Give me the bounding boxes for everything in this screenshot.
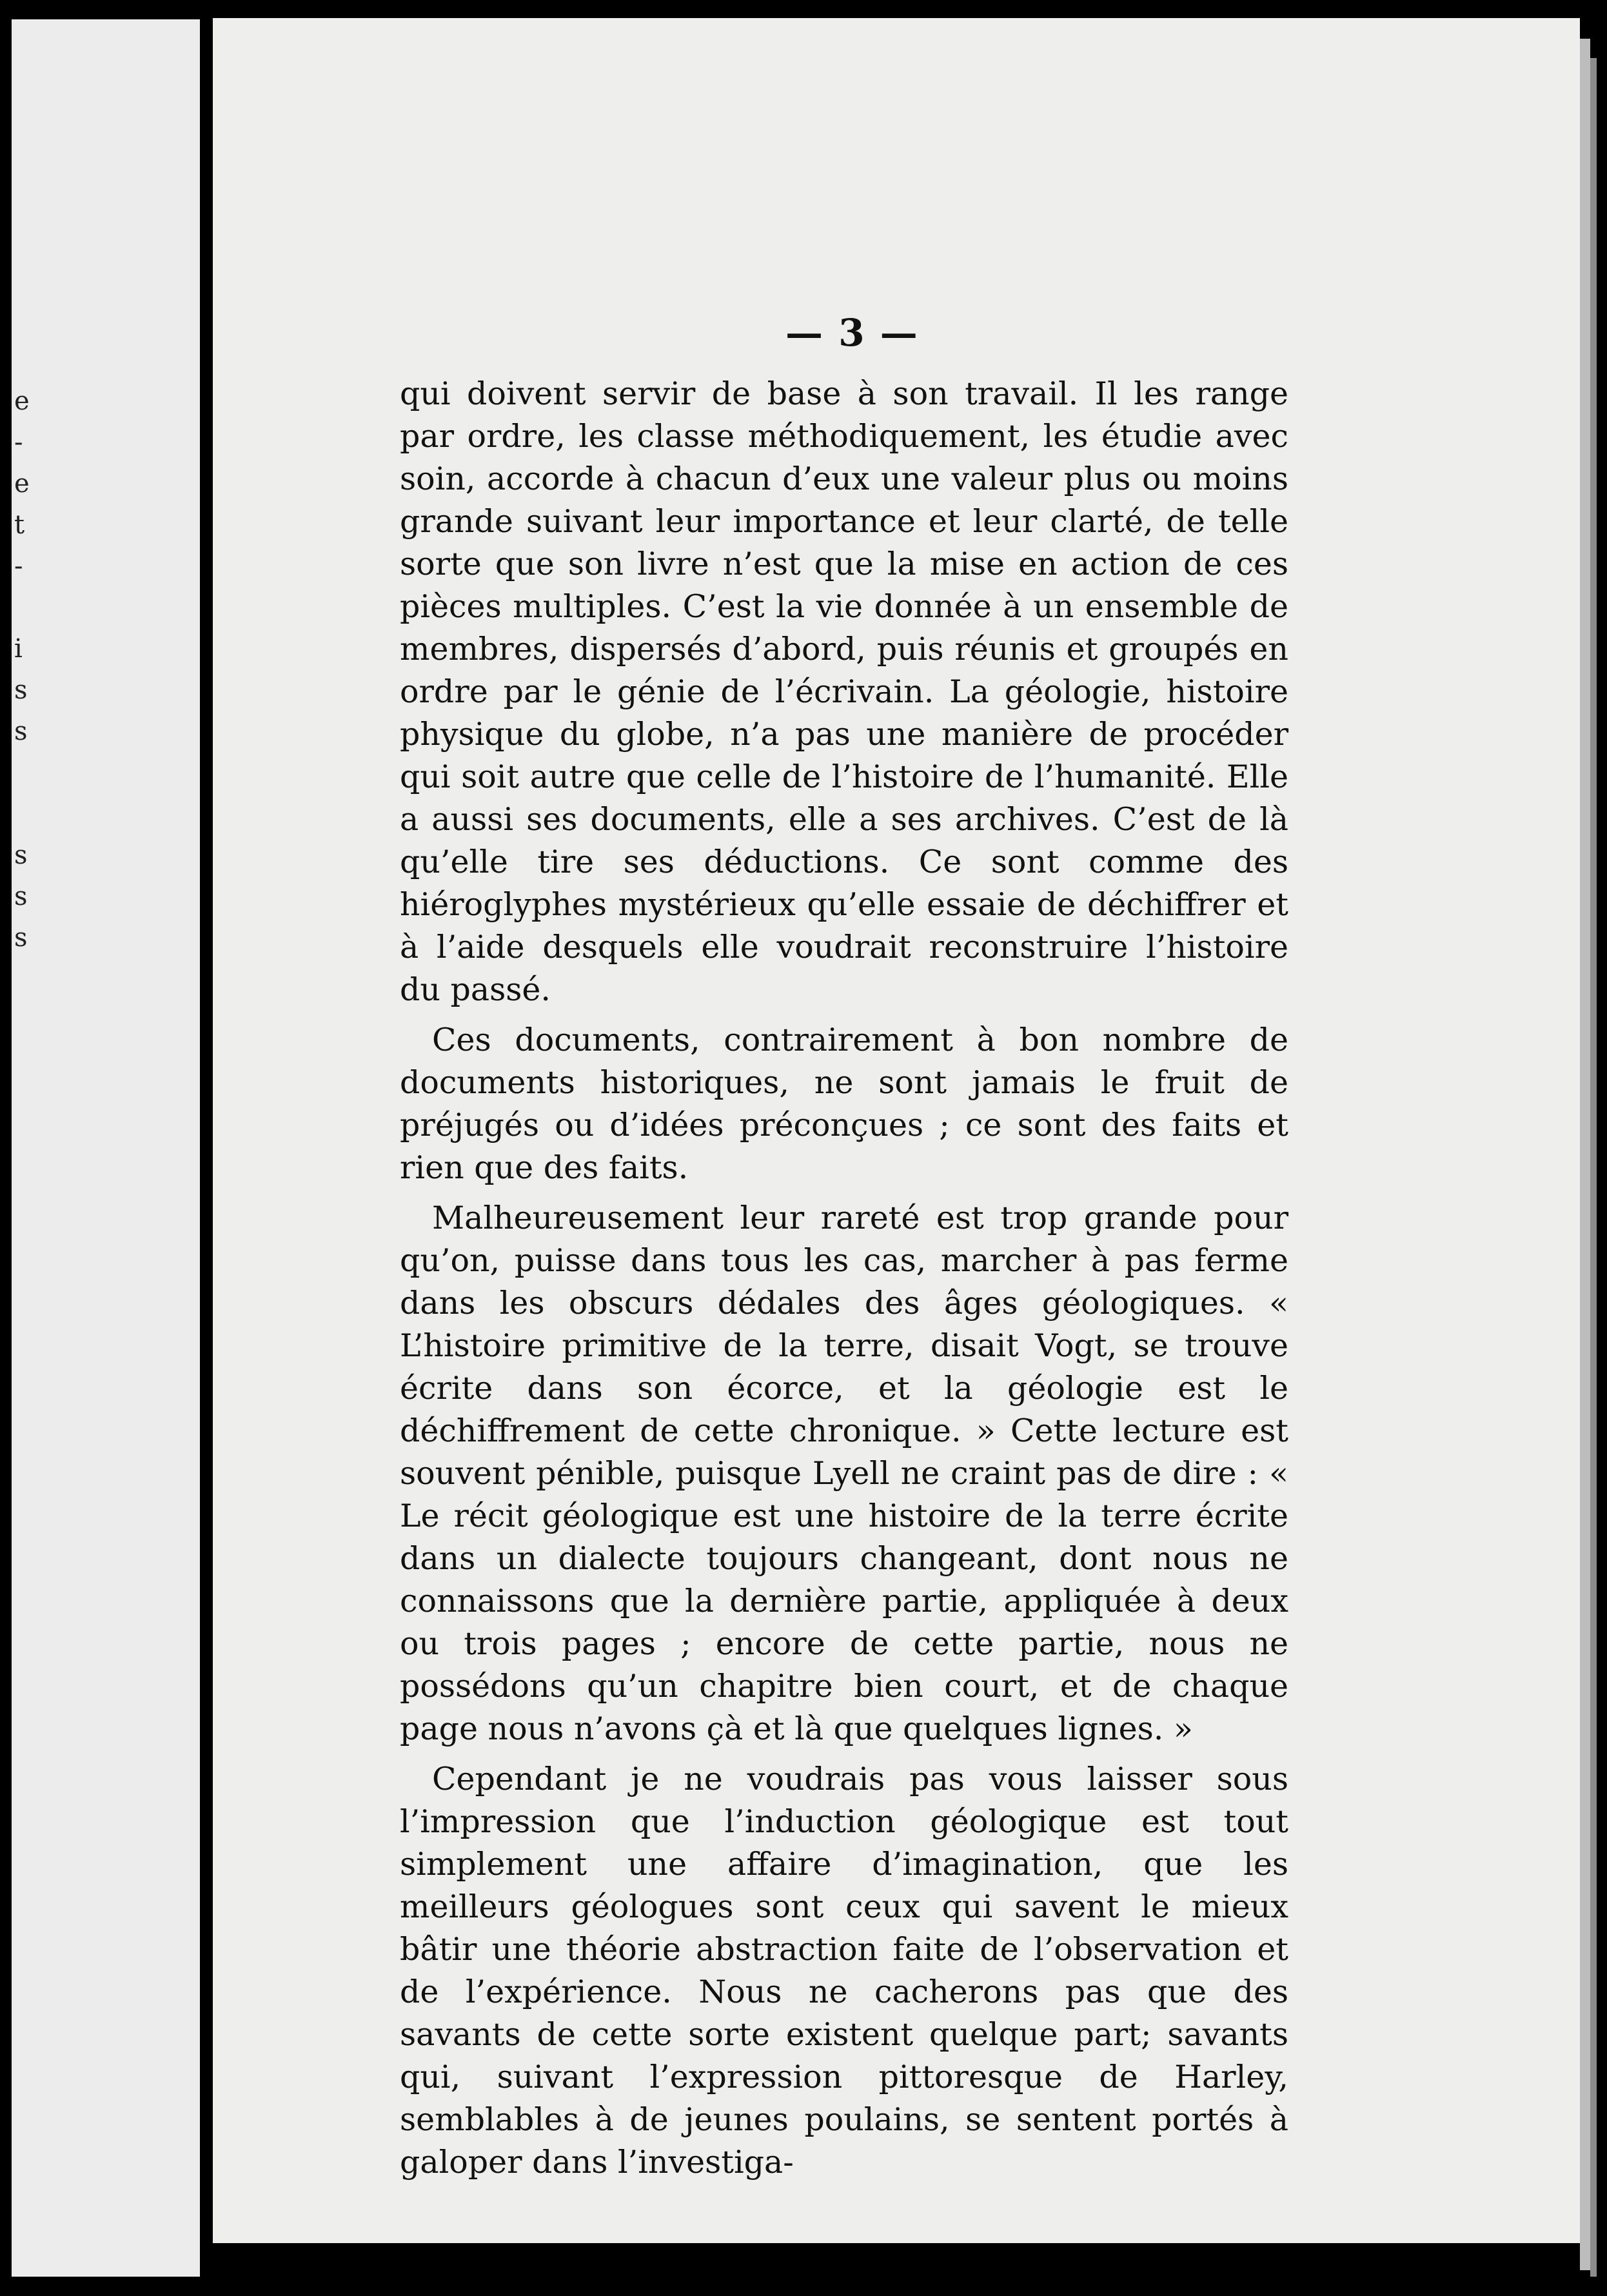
adjacent-page-edge-text: e - e t - i s s s s s	[14, 386, 30, 953]
paragraph-4: Cependant je ne voudrais pas vous laisser sous l’impression que l’induction géologique est tout simplement une affaire d’imagination, que les meilleurs géologues sont ceux qui savent le mieux bâtir une théorie abstraction faite de l’observation et de l’expérience. Nous ne cacherons pas que des savants de cette sorte existent quelque part; savants qui, suivant l’expression pittoresque de Harley, semblables à de jeunes poulains, se sentent portés à galoper dans l’investiga-	[400, 1761, 1288, 2181]
page-edge-shadow-dark	[1590, 58, 1597, 2277]
page-edge-shadow	[1580, 39, 1590, 2270]
paragraph-1: qui doivent servir de base à son travail. Il les range par ordre, les classe méthodiquement, les étudie avec soin, accorde à chacun d’eux une valeur plus ou moins grande suivant leur importance et leur clarté, de telle sorte que son livre n’est que la mise en action de ces pièces multiples. C’est la vie donnée à un ensemble de membres, dispersés d’abord, puis réunis et groupés en ordre par le génie de l’écrivain. La géologie, histoire physique du globe, n’a pas une manière de procéder qui soit autre que celle de l’histoire de l’humanité. Elle a aussi ses documents, elle a ses archives. C’est de là qu’elle tire ses déductions. Ce sont comme des hiéroglyphes mystérieux qu’elle essaie de déchiffrer et à l’aide desquels elle voudrait reconstruire l’histoire du passé.	[400, 375, 1288, 1008]
paragraph-2: Ces documents, contrairement à bon nombre de documents historiques, ne sont jamais le fruit de préjugés ou d’idées préconçues ; ce sont des faits et rien que des faits.	[400, 1022, 1288, 1186]
paragraph-3: Malheureusement leur rareté est trop grande pour qu’on, puisse dans tous les cas, marcher à pas ferme dans les obscurs dédales des âges géologiques. « L’histoire primitive de la terre, disait Vogt, se trouve écrite dans son écorce, et la géologie est le déchiffrement de cette chronique. » Cette lecture est souvent pénible, puisque Lyell ne craint pas de dire : « Le récit géologique est une histoire de la terre écrite dans un dialecte toujours changeant, dont nous ne connaissons que la dernière partie, appliquée à deux ou trois pages ; encore de cette partie, nous ne possédons qu’un chapitre bien court, et de chaque page nous n’avons çà et là que quelques lignes. »	[400, 1200, 1288, 1747]
page-number: — 3 —	[785, 311, 919, 355]
adjacent-page-strip	[12, 19, 200, 2277]
body-text	[400, 373, 1288, 2192]
